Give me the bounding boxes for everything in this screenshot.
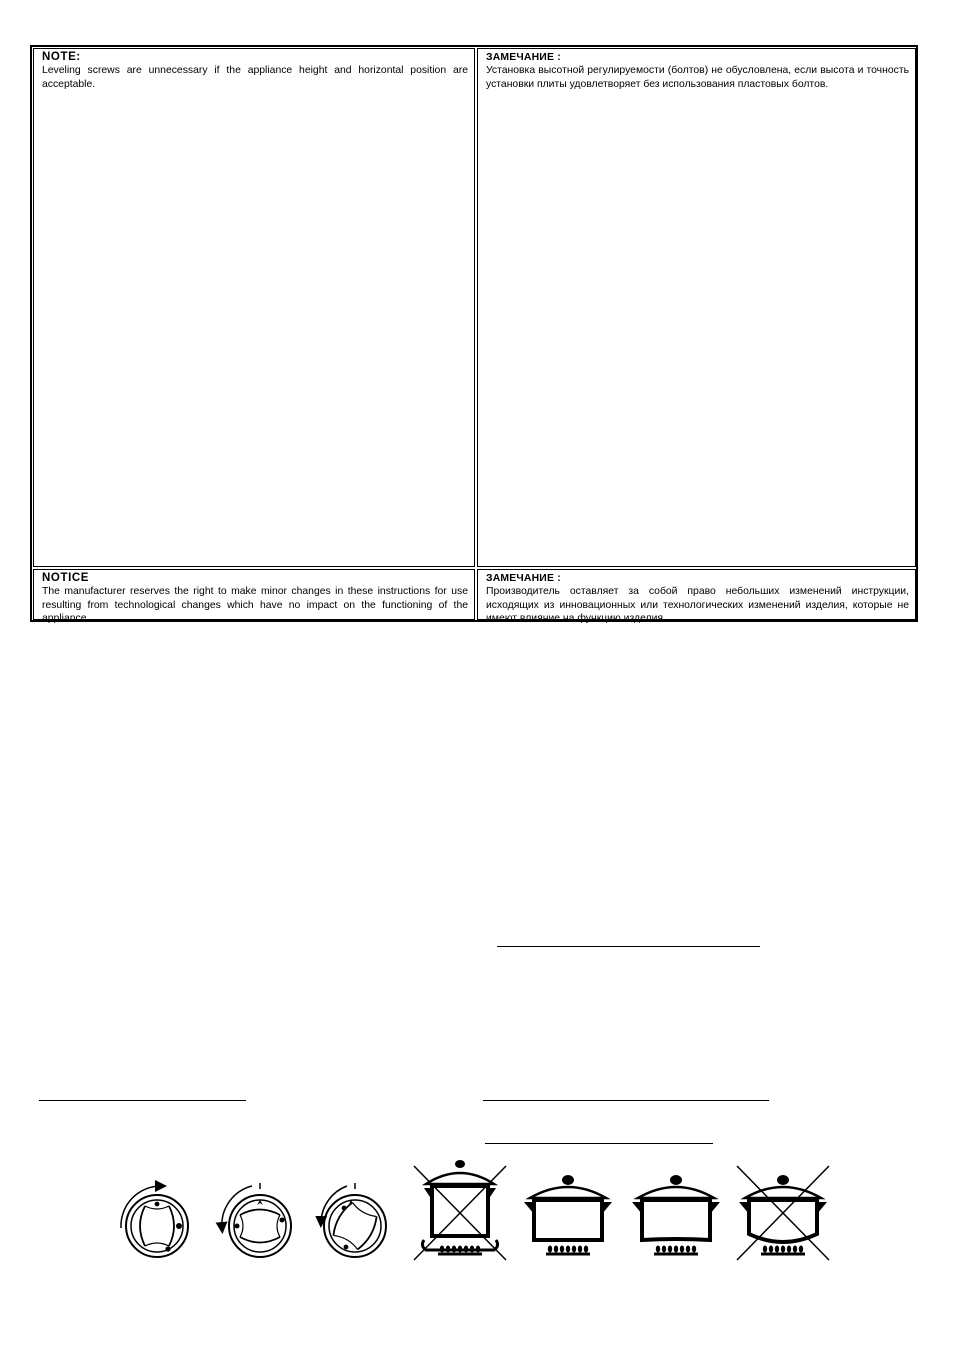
note-en-cell xyxy=(33,48,475,567)
note-ru-heading: ЗАМЕЧАНИЕ : xyxy=(486,52,561,63)
divider-line xyxy=(485,1143,713,1144)
note-en-text: Leveling screws are unnecessary if the appliance height and horizontal position are acceptable. xyxy=(42,65,468,90)
pot-too-small-burner-icon xyxy=(414,1160,506,1260)
note-ru-text: Установка высотной регулируемости (болтов) не обусловлена, если высота и точность установки плиты удовлетворяет без использования пластовых болтов. xyxy=(486,65,909,90)
divider-line xyxy=(39,1100,246,1101)
pot-convex-bottom-icon xyxy=(737,1166,829,1260)
pot-correct-slightly-concave-bottom-icon xyxy=(632,1175,720,1254)
knob-rotate-counterclockwise-large-flame-icon xyxy=(222,1183,291,1257)
notice-ru-cell xyxy=(477,569,916,624)
note-en-heading: NOTE: xyxy=(42,51,81,63)
knob-rotate-clockwise-icon xyxy=(121,1183,188,1257)
pot-correct-flat-bottom-icon xyxy=(524,1175,612,1254)
pot-illustrations xyxy=(405,1158,845,1268)
note-ru-cell xyxy=(477,48,916,567)
divider-line xyxy=(497,946,760,947)
notice-ru-heading: ЗАМЕЧАНИЕ : xyxy=(486,573,561,584)
notice-en-heading: NOTICE xyxy=(42,572,90,584)
notes-table xyxy=(30,45,918,622)
divider-line xyxy=(483,1100,769,1101)
knob-rotate-counterclockwise-small-flame-icon xyxy=(321,1183,386,1257)
notice-ru-text: Производитель оставляет за собой право небольших изменений инструкции, исходящих из инновационных или технологических изменений изделия, которые не имеют влияние на функцию изделия. xyxy=(486,586,909,624)
knob-illustrations xyxy=(105,1180,405,1265)
notice-en-cell xyxy=(33,569,475,624)
notice-en-text: The manufacturer reserves the right to make minor changes in these instructions for use resulting from technological changes which have no impact on the functioning of the appliance. xyxy=(42,586,468,624)
